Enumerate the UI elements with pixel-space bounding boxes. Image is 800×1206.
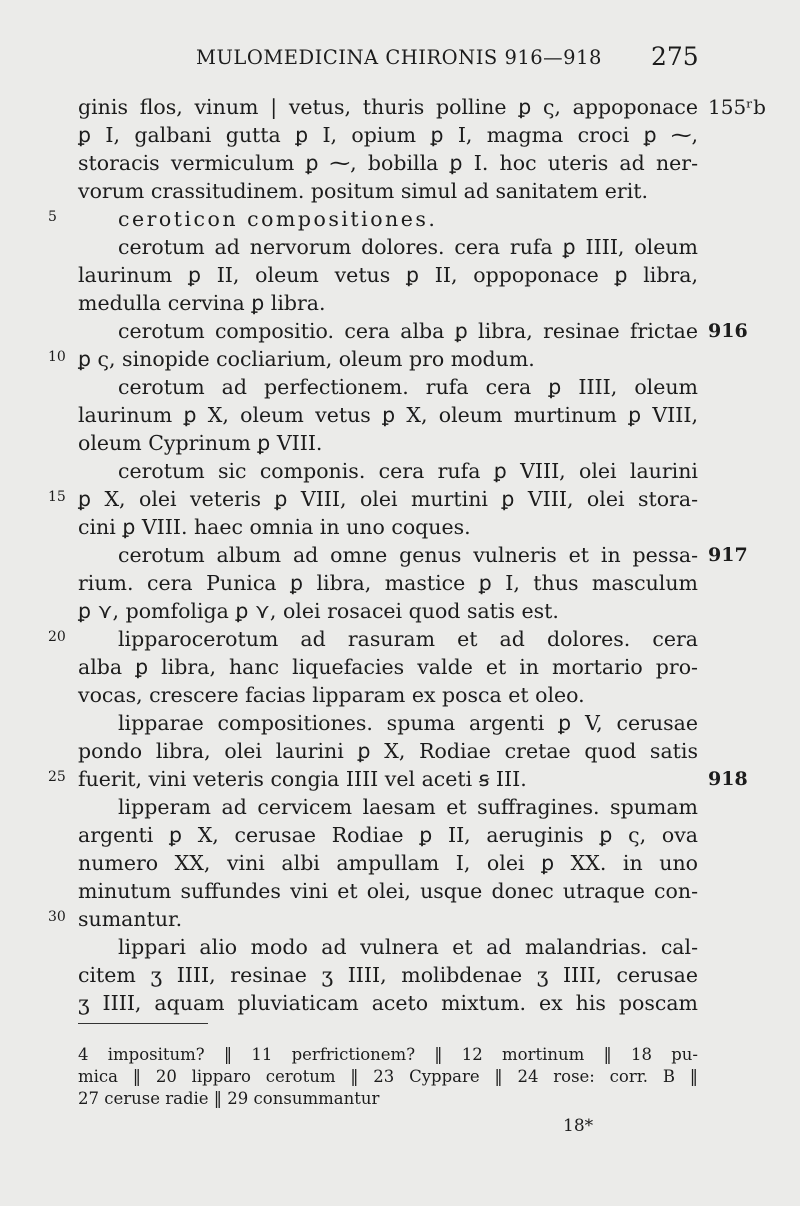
text-line: ꝑ ⋎, pomfoliga ꝑ ⋎, olei rosacei quod satis est. bbox=[78, 599, 559, 623]
text-line: sumantur. bbox=[78, 907, 183, 931]
text-line: cerotum compositio. cera alba ꝑ libra, resinae frictae bbox=[118, 319, 698, 343]
section-heading: ceroticon compositiones. bbox=[118, 207, 438, 231]
text-line: lippari alio modo ad vulnera et ad malandrias. cal- bbox=[118, 935, 698, 959]
margin-ref: 918 bbox=[708, 768, 748, 790]
text-line: numero XX, vini albi ampullam I, olei ꝑ XX. in uno bbox=[78, 851, 698, 875]
text-line: ʒ IIII, aquam pluviaticam aceto mixtum. ex his poscam bbox=[78, 991, 698, 1015]
line-number: 20 bbox=[48, 629, 66, 645]
line-number: 25 bbox=[48, 769, 66, 785]
text-line: minutum suffundes vini et olei, usque donec utraque con- bbox=[78, 879, 698, 903]
text-line: cerotum ad perfectionem. rufa cera ꝑ IIII, oleum bbox=[118, 375, 698, 399]
text-line: pondo libra, olei laurini ꝑ X, Rodiae cretae quod satis bbox=[78, 739, 698, 763]
signature-mark: 18* bbox=[563, 1116, 594, 1136]
text-line: ꝑ ς, sinopide cocliarium, oleum pro modum. bbox=[78, 347, 535, 371]
text-line: oleum Cyprinum ꝑ VIII. bbox=[78, 431, 323, 455]
margin-ref: 916 bbox=[708, 320, 748, 342]
footnote-line: 27 ceruse radie ‖ 29 consummantur bbox=[78, 1089, 380, 1108]
text-line: fuerit, vini veteris congia IIII vel aceti ꞩ III. bbox=[78, 767, 527, 791]
footnote-rule bbox=[78, 1023, 208, 1024]
text-line: vocas, crescere facias lipparam ex posca et oleo. bbox=[78, 683, 585, 707]
text-line: lipperam ad cervicem laesam et suffragines. spumam bbox=[118, 795, 698, 819]
margin-ref: 917 bbox=[708, 544, 748, 566]
text-line: cerotum sic componis. cera rufa ꝑ VIII, olei laurini bbox=[118, 459, 698, 483]
text-line: citem ʒ IIII, resinae ʒ IIII, molibdenae ʒ IIII, cerusae bbox=[78, 963, 698, 987]
text-line: cini ꝑ VIII. haec omnia in uno coques. bbox=[78, 515, 471, 539]
text-line: storacis vermiculum ꝑ ⁓, bobilla ꝑ I. hoc uteris ad ner- bbox=[78, 151, 698, 175]
text-line: laurinum ꝑ II, oleum vetus ꝑ II, oppoponace ꝑ libra, bbox=[78, 263, 698, 287]
text-line: ꝑ X, olei veteris ꝑ VIII, olei murtini ꝑ VIII, olei stora- bbox=[78, 487, 698, 511]
footnote-line: 4 impositum? ‖ 11 perfrictionem? ‖ 12 mortinum ‖ 18 pu- bbox=[78, 1045, 698, 1064]
text-line: laurinum ꝑ X, oleum vetus ꝑ X, oleum murtinum ꝑ VIII, bbox=[78, 403, 698, 427]
line-number: 30 bbox=[48, 909, 66, 925]
text-line: ginis flos, vinum | vetus, thuris polline ꝑ ς, appoponace bbox=[78, 95, 698, 119]
page-number: 275 bbox=[651, 42, 699, 71]
footnote-line: mica ‖ 20 lipparo cerotum ‖ 23 Cyppare ‖ 24 rose: corr. B ‖ bbox=[78, 1067, 698, 1086]
text-line: rium. cera Punica ꝑ libra, mastice ꝑ I, thus masculum bbox=[78, 571, 698, 595]
margin-ref: 155ʳb bbox=[708, 95, 766, 119]
line-number: 15 bbox=[48, 489, 66, 505]
running-head: MULOMEDICINA CHIRONIS 916—918 bbox=[196, 46, 602, 69]
text-line: alba ꝑ libra, hanc liquefacies valde et in mortario pro- bbox=[78, 655, 698, 679]
text-line: cerotum ad nervorum dolores. cera rufa ꝑ IIII, oleum bbox=[118, 235, 698, 259]
text-line: lipparae compositiones. spuma argenti ꝑ V, cerusae bbox=[118, 711, 698, 735]
text-line: cerotum album ad omne genus vulneris et in pessa- bbox=[118, 543, 698, 567]
text-line: vorum crassitudinem. positum simul ad sanitatem erit. bbox=[78, 179, 649, 203]
text-line: medulla cervina ꝑ libra. bbox=[78, 291, 326, 315]
line-number: 5 bbox=[48, 209, 57, 225]
text-line: lipparocerotum ad rasuram et ad dolores. cera bbox=[118, 627, 698, 651]
text-line: argenti ꝑ X, cerusae Rodiae ꝑ II, aeruginis ꝑ ς, ova bbox=[78, 823, 698, 847]
text-line: ꝑ I, galbani gutta ꝑ I, opium ꝑ I, magma croci ꝑ ⁓, bbox=[78, 123, 698, 147]
line-number: 10 bbox=[48, 349, 66, 365]
